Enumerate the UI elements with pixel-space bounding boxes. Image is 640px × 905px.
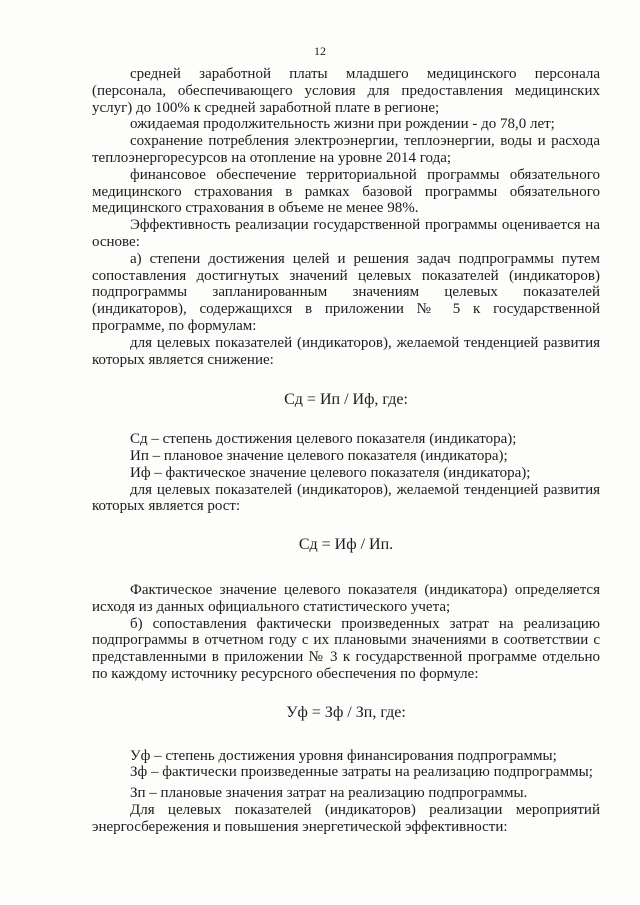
formula-decrease: Сд = Ип / Иф, где: [284,391,408,409]
paragraph-decrease-indicators: для целевых показателей (индикаторов), желаемой тенденцией развития которых является снижение: [92,334,600,368]
definition-ip: Ип – плановое значение целевого показателя (индикатора); [130,447,508,464]
definition-sd: Сд – степень достижения целевого показателя (индикатора); [130,431,517,448]
paragraph-item-a: а) степени достижения целей и решения задач подпрограммы путем сопоставления достигнутых значений целевых показателей (индикаторов) подпрограммы запланированным значениям целевых показателей (индикаторов), содержащихся в приложении № 5 к государственной программе, по формулам: [92,250,600,334]
paragraph-actual-value: Фактическое значение целевого показателя (индикатора) определяется исходя из данных официального статистического учета; [92,581,600,615]
page-number: 12 [314,44,326,58]
definition-zf: Зф – фактически произведенные затраты на реализацию подпрограммы; [130,764,593,781]
paragraph-insurance-financing: финансовое обеспечение территориальной программы обязательного медицинского страхования в рамках базовой программы обязательного медицинского страхования в объеме не менее 98%. [92,166,600,217]
definition-zp: Зп – плановые значения затрат на реализацию подпрограммы. [130,785,528,802]
paragraph-energy-efficiency: Для целевых показателей (индикаторов) реализации мероприятий энергосбережения и повышения энергетической эффективности: [92,801,600,835]
document-body [92,66,600,835]
definition-if: Иф – фактическое значение целевого показателя (индикатора); [130,464,531,481]
paragraph-efficiency-basis: Эффективность реализации государственной программы оценивается на основе: [92,217,600,250]
paragraph-energy-consumption: сохранение потребления электроэнергии, теплоэнергии, воды и расхода теплоэнергоресурсов на отопление на уровне 2014 года; [92,133,600,166]
definition-uf: Уф – степень достижения уровня финансирования подпрограммы; [130,747,557,764]
paragraph-increase-indicators: для целевых показателей (индикаторов), желаемой тенденцией развития которых является рост: [92,481,600,515]
paragraph-item-b: б) сопоставления фактически произведенных затрат на реализацию подпрограммы в отчетном году с их плановыми значениями в соответствии с представленными в приложении № 3 к государственной программе отдельно по каждому источнику ресурсного обеспечения по формуле: [92,615,600,682]
paragraph-life-expectancy: ожидаемая продолжительность жизни при рождении - до 78,0 лет; [130,116,555,133]
formula-increase: Сд = Иф / Ип. [298,536,394,554]
paragraph-salary-target: средней заработной платы младшего медицинского персонала (персонала, обеспечивающего условия для предоставления медицинских услуг) до 100% к средней заработной плате в регионе; [92,66,600,116]
formula-financing: Уф = Зф / Зп, где: [286,703,406,721]
